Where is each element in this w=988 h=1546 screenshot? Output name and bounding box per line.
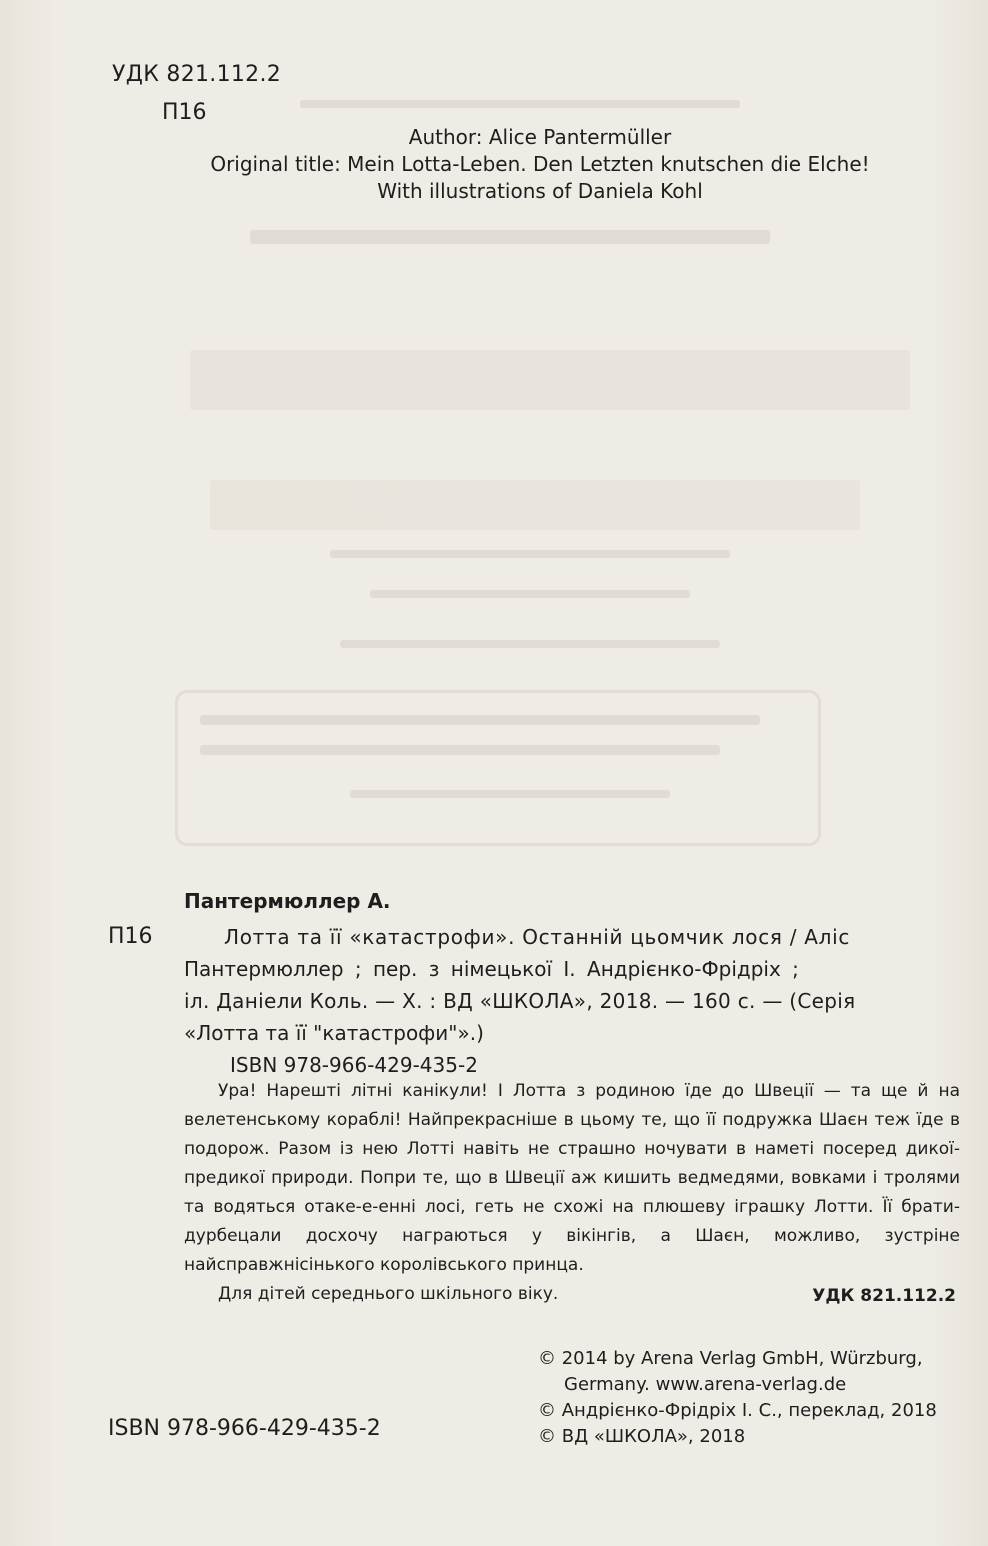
- copyright-line: © Андрієнко-Фрідріх І. С., переклад, 2018: [538, 1400, 937, 1421]
- description-line: Лотта та її «катастрофи». Останній цьомчик лося / Аліс: [224, 925, 851, 949]
- catalog-author-heading: Пантермюллер А.: [184, 889, 391, 913]
- catalog-isbn: ISBN 978-966-429-435-2: [230, 1053, 478, 1077]
- catalog-index: П16: [108, 924, 153, 949]
- bibliographic-description: [184, 921, 960, 1081]
- show-through-line: [190, 350, 910, 410]
- show-through-line: [370, 590, 690, 598]
- description-line: «Лотта та її "катастрофи"».): [184, 1021, 484, 1045]
- isbn-bottom: ISBN 978-966-429-435-2: [108, 1416, 381, 1441]
- show-through-line: [250, 230, 770, 244]
- show-through-line: [210, 480, 860, 530]
- original-title: Original title: Mein Lotta-Leben. Den Letzten knutschen die Elche!: [210, 152, 870, 176]
- book-annotation: [184, 1077, 960, 1309]
- annotation-text: Ура! Нарешті літні канікули! І Лотта з родиною їде до Швеції — та ще й на велетенському кораблі! Найпрекрасніше в цьому те, що її подружка Шаєн теж їде в подорож. Разом із нею Лотті навіть не страшно ночувати в наметі посеред дикої-предикої природи. Попри те, що в Швеції аж кишить ведмедями, вовками і тролями та водяться отаке-е-енні лосі, геть не схожі на плюшеву іграшку Лотти. Її брати-дурбецали досхочу награються у вікінгів, а Шаєн, можливо, зустріне найсправжнісінького королівського принца.: [184, 1081, 960, 1275]
- show-through-line: [200, 715, 760, 725]
- copyright-block: [538, 1346, 937, 1450]
- udk-code: УДК 821.112.2: [112, 62, 282, 87]
- original-credits: [180, 124, 900, 205]
- copyright-line: © ВД «ШКОЛА», 2018: [538, 1426, 746, 1447]
- author-index: П16: [162, 100, 207, 125]
- show-through-frame: [175, 690, 821, 846]
- description-line: іл. Даніели Коль. — Х. : ВД «ШКОЛА», 2018. — 160 с. — (Серія: [184, 989, 856, 1013]
- show-through-line: [200, 745, 720, 755]
- copyright-line: Germany. www.arena-verlag.de: [564, 1374, 847, 1395]
- show-through-line: [300, 100, 740, 108]
- udk-code-bottom: УДК 821.112.2: [812, 1286, 956, 1306]
- show-through-line: [350, 790, 670, 798]
- illustrator-credit: With illustrations of Daniela Kohl: [377, 179, 703, 203]
- target-audience: Для дітей середнього шкільного віку.: [218, 1284, 559, 1304]
- copyright-line: © 2014 by Arena Verlag GmbH, Würzburg,: [538, 1348, 923, 1369]
- description-line: Пантермюллер ; пер. з німецької І. Андрієнко-Фрідріх ;: [184, 957, 799, 981]
- show-through-line: [330, 550, 730, 558]
- original-author: Author: Alice Pantermüller: [408, 125, 672, 149]
- show-through-line: [340, 640, 720, 648]
